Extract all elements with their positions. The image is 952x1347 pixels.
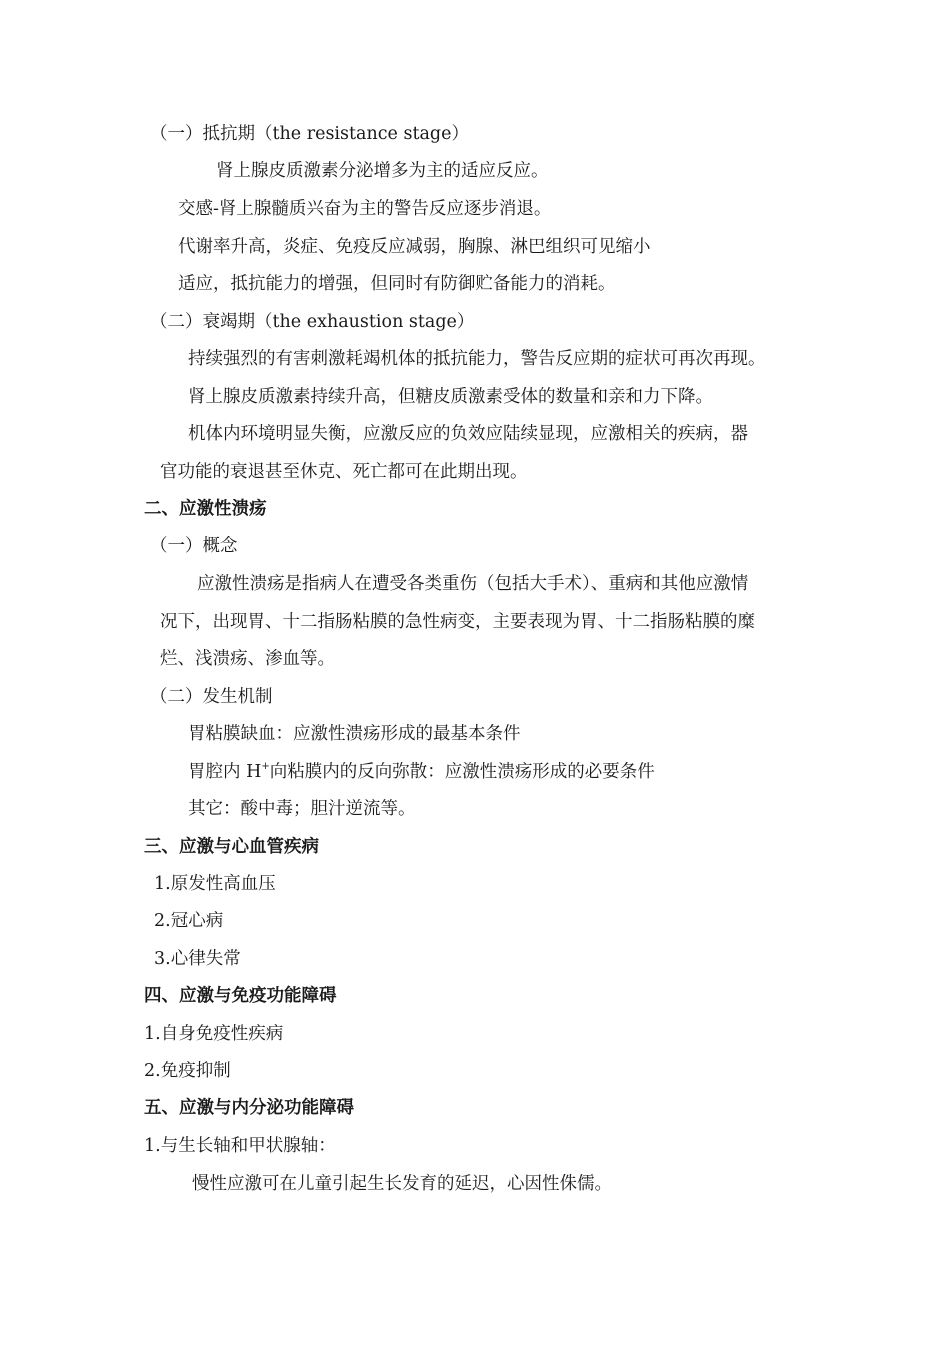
paragraph: 交感-肾上腺髓质兴奋为主的警告反应逐步消退。 — [178, 199, 552, 219]
list-item: 1.与生长轴和甲状腺轴： — [144, 1136, 336, 1156]
list-item: 3.心律失常 — [154, 949, 241, 969]
paragraph: 应激性溃疡是指病人在遭受各类重伤（包括大手术）、重病和其他应激情 — [197, 574, 749, 594]
exhaustion-stage-heading: （二）衰竭期（the exhaustion stage） — [150, 312, 475, 332]
paragraph: 适应，抵抗能力的增强，但同时有防御贮备能力的消耗。 — [178, 274, 616, 294]
paragraph: 慢性应激可在儿童引起生长发育的延迟，心因性侏儒。 — [192, 1174, 612, 1194]
paragraph: 肾上腺皮质激素持续升高，但糖皮质激素受体的数量和亲和力下降。 — [188, 387, 713, 407]
section-heading-cardiovascular: 三、应激与心血管疾病 — [144, 837, 319, 857]
paragraph: 烂、浅溃疡、渗血等。 — [160, 649, 335, 669]
list-item: 2.冠心病 — [154, 911, 224, 931]
subheading-mechanism: （二）发生机制 — [150, 687, 273, 707]
paragraph: 代谢率升高，炎症、免疫反应减弱，胸腺、淋巴组织可见缩小 — [178, 237, 651, 257]
section-heading-immune: 四、应激与免疫功能障碍 — [144, 986, 337, 1006]
paragraph: 机体内环境明显失衡，应激反应的负效应陆续显现，应激相关的疾病，器 — [188, 424, 748, 444]
text-fragment: 胃腔内 H — [188, 762, 262, 782]
list-item: 2.免疫抑制 — [144, 1061, 231, 1081]
paragraph: 胃粘膜缺血：应激性溃疡形成的最基本条件 — [188, 724, 521, 744]
paragraph: 其它：酸中毒；胆汁逆流等。 — [188, 799, 416, 819]
paragraph — [188, 761, 655, 783]
list-item: 1.自身免疫性疾病 — [144, 1024, 284, 1044]
section-heading-endocrine: 五、应激与内分泌功能障碍 — [144, 1098, 354, 1118]
paragraph: 持续强烈的有害刺激耗竭机体的抵抗能力，警告反应期的症状可再次再现。 — [188, 349, 766, 369]
paragraph: 官功能的衰退甚至休克、死亡都可在此期出现。 — [160, 462, 528, 482]
text-fragment: 向粘膜内的反向弥散：应激性溃疡形成的必要条件 — [269, 762, 655, 782]
resistance-stage-heading: （一）抵抗期（the resistance stage） — [150, 124, 469, 144]
list-item: 1.原发性高血压 — [154, 874, 276, 894]
paragraph: 况下，出现胃、十二指肠粘膜的急性病变，主要表现为胃、十二指肠粘膜的糜 — [160, 612, 755, 632]
superscript-plus: + — [261, 761, 270, 772]
section-heading-stress-ulcer: 二、应激性溃疡 — [144, 499, 267, 519]
paragraph: 肾上腺皮质激素分泌增多为主的适应反应。 — [216, 161, 549, 181]
subheading-concept: （一）概念 — [150, 536, 238, 556]
